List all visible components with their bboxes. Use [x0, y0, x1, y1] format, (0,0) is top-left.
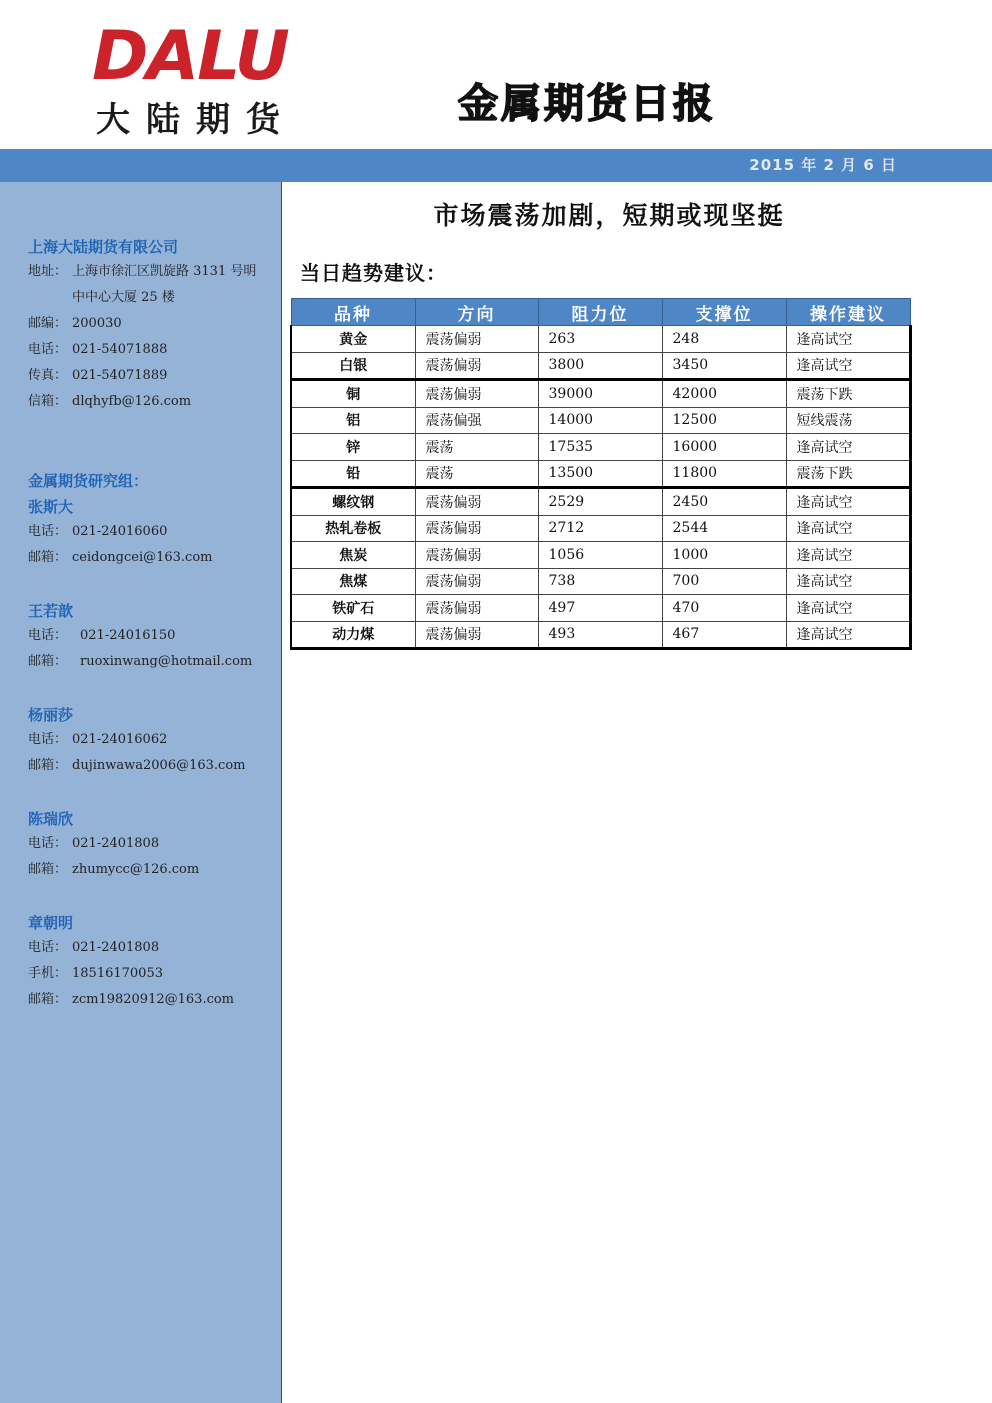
- table-row: [291, 488, 910, 516]
- table-row: [291, 407, 910, 434]
- company-logo: [92, 17, 312, 142]
- phone-value: 021-54071888: [72, 342, 168, 357]
- report-date: 2015 年 2 月 6 日: [749, 156, 897, 174]
- phone-value: 021-24016062: [72, 732, 168, 747]
- fax-line: [28, 368, 167, 384]
- address-label: 地址：: [28, 264, 68, 279]
- email-label: 邮箱：: [28, 992, 68, 1007]
- email-label: 邮箱：: [28, 758, 68, 773]
- date-bar: [0, 149, 992, 182]
- phone-value: 021-2401808: [72, 836, 160, 851]
- column-header: 品种: [291, 299, 415, 326]
- mobile-label: 手机：: [28, 966, 68, 981]
- advice-cell: 逢高试空: [786, 326, 910, 353]
- support-cell: 2544: [662, 515, 786, 542]
- phone-label: 电话：: [28, 732, 68, 747]
- email-label: 邮箱：: [28, 654, 68, 669]
- column-header: 操作建议: [786, 299, 910, 326]
- zip-line: [28, 316, 122, 332]
- table-row: [291, 515, 910, 542]
- table-row: [291, 542, 910, 569]
- resistance-cell: 1056: [538, 542, 662, 569]
- support-cell: 1000: [662, 542, 786, 569]
- advice-cell: 逢高试空: [786, 595, 910, 622]
- variety-cell: 铝: [291, 407, 415, 434]
- variety-cell: 铅: [291, 460, 415, 488]
- resistance-cell: 39000: [538, 380, 662, 408]
- table-row: [291, 460, 910, 488]
- fax-label: 传真：: [28, 368, 68, 383]
- resistance-cell: 2529: [538, 488, 662, 516]
- column-header: 方向: [415, 299, 538, 326]
- table-row: [291, 326, 910, 353]
- direction-cell: 震荡偏弱: [415, 621, 538, 649]
- resistance-cell: 17535: [538, 434, 662, 461]
- email-value[interactable]: dujinwawa2006@163.com: [72, 758, 246, 773]
- advice-cell: 震荡下跌: [786, 380, 910, 408]
- table-row: [291, 595, 910, 622]
- variety-cell: 动力煤: [291, 621, 415, 649]
- analyst-phone: [28, 940, 159, 956]
- trend-table: [290, 298, 912, 650]
- logo-wordmark: DALU: [92, 17, 288, 96]
- support-cell: 700: [662, 568, 786, 595]
- mobile-value: 18516170053: [72, 966, 163, 981]
- table-row: [291, 568, 910, 595]
- email-value[interactable]: ceidongcei@163.com: [72, 550, 213, 565]
- support-cell: 248: [662, 326, 786, 353]
- phone-label: 电话：: [28, 628, 68, 643]
- mail-label: 信箱：: [28, 394, 68, 409]
- table-row: [291, 434, 910, 461]
- advice-cell: 逢高试空: [786, 568, 910, 595]
- variety-cell: 焦炭: [291, 542, 415, 569]
- analyst-mobile: [28, 966, 163, 982]
- direction-cell: 震荡偏弱: [415, 488, 538, 516]
- company-name: 上海大陆期货有限公司: [28, 238, 179, 256]
- table-header-row: [291, 299, 910, 326]
- advice-cell: 逢高试空: [786, 515, 910, 542]
- mail-line: [28, 394, 191, 410]
- zip-value: 200030: [72, 316, 122, 331]
- direction-cell: 震荡偏强: [415, 407, 538, 434]
- advice-cell: 短线震荡: [786, 407, 910, 434]
- support-cell: 470: [662, 595, 786, 622]
- direction-cell: 震荡偏弱: [415, 326, 538, 353]
- advice-cell: 震荡下跌: [786, 460, 910, 488]
- support-cell: 42000: [662, 380, 786, 408]
- resistance-cell: 13500: [538, 460, 662, 488]
- phone-value: 021-24016150: [80, 628, 176, 643]
- support-cell: 16000: [662, 434, 786, 461]
- address-value: 上海市徐汇区凯旋路 3131 号明: [72, 264, 257, 279]
- resistance-cell: 493: [538, 621, 662, 649]
- logo-chinese-name: 大陆期货: [96, 100, 296, 140]
- email-value[interactable]: zcm19820912@163.com: [72, 992, 235, 1007]
- variety-cell: 锌: [291, 434, 415, 461]
- table-row: [291, 352, 910, 380]
- analyst-name: 张斯大: [28, 498, 74, 516]
- support-cell: 467: [662, 621, 786, 649]
- phone-label: 电话：: [28, 524, 68, 539]
- variety-cell: 铜: [291, 380, 415, 408]
- fax-value: 021-54071889: [72, 368, 168, 383]
- headline: 市场震荡加剧，短期或现坚挺: [433, 201, 785, 230]
- phone-value: 021-2401808: [72, 940, 160, 955]
- table-row: [291, 621, 910, 649]
- address-line-1: [28, 264, 256, 280]
- analyst-phone: [28, 524, 167, 540]
- analyst-phone: [28, 836, 159, 852]
- advice-cell: 逢高试空: [786, 488, 910, 516]
- phone-label: 电话：: [28, 940, 68, 955]
- email-value[interactable]: ruoxinwang@hotmail.com: [80, 654, 253, 669]
- column-header: 阻力位: [538, 299, 662, 326]
- direction-cell: 震荡偏弱: [415, 595, 538, 622]
- analyst-email: [28, 654, 252, 670]
- variety-cell: 黄金: [291, 326, 415, 353]
- advice-cell: 逢高试空: [786, 352, 910, 380]
- section-heading: 当日趋势建议：: [300, 261, 447, 285]
- team-title: 金属期货研究组：: [28, 472, 149, 490]
- resistance-cell: 497: [538, 595, 662, 622]
- column-header: 支撑位: [662, 299, 786, 326]
- resistance-cell: 3800: [538, 352, 662, 380]
- contact-sidebar: [0, 182, 282, 1403]
- analyst-email: [28, 992, 234, 1008]
- analyst-name: 陈瑞欣: [28, 810, 74, 828]
- support-cell: 3450: [662, 352, 786, 380]
- direction-cell: 震荡: [415, 434, 538, 461]
- advice-cell: 逢高试空: [786, 621, 910, 649]
- direction-cell: 震荡偏弱: [415, 568, 538, 595]
- analyst-phone: [28, 732, 167, 748]
- address-line-2: 中中心大厦 25 楼: [72, 290, 175, 305]
- support-cell: 2450: [662, 488, 786, 516]
- resistance-cell: 263: [538, 326, 662, 353]
- direction-cell: 震荡: [415, 460, 538, 488]
- analyst-name: 杨丽莎: [28, 706, 74, 724]
- variety-cell: 铁矿石: [291, 595, 415, 622]
- variety-cell: 白银: [291, 352, 415, 380]
- analyst-email: [28, 550, 213, 566]
- table-row: [291, 380, 910, 408]
- phone-label: 电话：: [28, 836, 68, 851]
- resistance-cell: 738: [538, 568, 662, 595]
- zip-label: 邮编：: [28, 316, 68, 331]
- direction-cell: 震荡偏弱: [415, 352, 538, 380]
- phone-line: [28, 342, 167, 358]
- email-label: 邮箱：: [28, 862, 68, 877]
- advice-cell: 逢高试空: [786, 434, 910, 461]
- analyst-name: 章朝明: [28, 914, 74, 932]
- direction-cell: 震荡偏弱: [415, 380, 538, 408]
- phone-label: 电话：: [28, 342, 68, 357]
- analyst-email: [28, 758, 245, 774]
- mail-value[interactable]: dlqhyfb@126.com: [72, 394, 192, 409]
- analyst-phone: [28, 628, 175, 644]
- variety-cell: 热轧卷板: [291, 515, 415, 542]
- email-value[interactable]: zhumycc@126.com: [72, 862, 200, 877]
- advice-cell: 逢高试空: [786, 542, 910, 569]
- analyst-email: [28, 862, 199, 878]
- variety-cell: 焦煤: [291, 568, 415, 595]
- variety-cell: 螺纹钢: [291, 488, 415, 516]
- email-label: 邮箱：: [28, 550, 68, 565]
- resistance-cell: 2712: [538, 515, 662, 542]
- support-cell: 11800: [662, 460, 786, 488]
- report-title: 金属期货日报: [458, 81, 716, 127]
- support-cell: 12500: [662, 407, 786, 434]
- phone-value: 021-24016060: [72, 524, 168, 539]
- direction-cell: 震荡偏弱: [415, 542, 538, 569]
- direction-cell: 震荡偏弱: [415, 515, 538, 542]
- analyst-name: 王若歆: [28, 602, 74, 620]
- resistance-cell: 14000: [538, 407, 662, 434]
